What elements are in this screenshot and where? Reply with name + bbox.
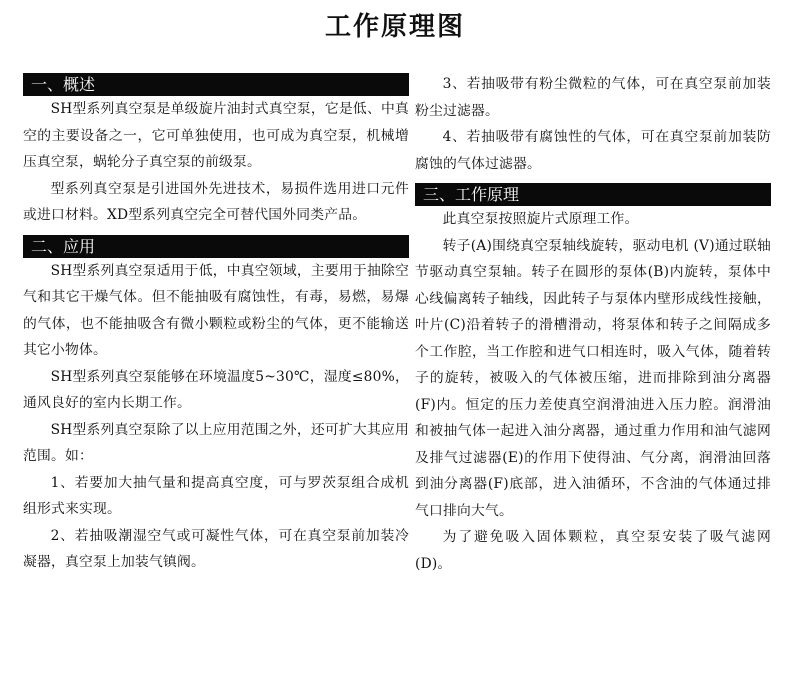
principle-paragraph-1: 此真空泵按照旋片式原理工作。: [442, 211, 639, 227]
right-column: [415, 73, 771, 577]
section-heading-principle: 三、工作原理: [415, 183, 771, 206]
application-item-1: 1、若要加大抽气量和提高真空度，可与罗茨泵组合成机组形式来实现。: [23, 474, 409, 517]
section-heading-overview: 一、概述: [23, 73, 409, 96]
overview-paragraph-2: 型系列真空泵是引进国外先进技术，易损件选用进口元件或进口材料。XD型系列真空完全可替代国外同类产品。: [23, 180, 409, 223]
principle-paragraph-2: 转子(A)围绕真空泵轴线旋转，驱动电机 (V)通过联轴节驱动真空泵轴。转子在圆形的泵体(B)内旋转，泵体中心线偏离转子轴线，因此转子与泵体内壁形成线性接触，叶片(C)沿着转子的滑槽滑动，将泵体和转子之间隔成多个工作腔，当工作腔和进气口相连时，吸入气体，随着转子的旋转，被吸入的气体被压缩，进而排除到油分离器 (F)内。恒定的压力差使真空润滑油进入压力腔。润滑油和被抽气体一起进入油分离器，通过重力作用和油气滤网及排气过滤器(E)的作用下使得油、气分离，润滑油回落到油分离器(F)底部，进入油循环，不含油的气体通过排气口排向大气。: [415, 237, 771, 519]
application-paragraph-2: SH型系列真空泵能够在环境温度5~30℃，湿度≤80%，通风良好的室内长期工作。: [23, 368, 409, 411]
application-paragraph-1: SH型系列真空泵适用于低，中真空领域，主要用于抽除空气和其它干燥气体。但不能抽吸有腐蚀性，有毒，易燃，易爆的气体，也不能抽吸含有微小颗粒或粉尘的气体，更不能输送其它小物体。: [23, 262, 409, 358]
section-heading-application: 二、应用: [23, 235, 409, 258]
application-item-4: 4、若抽吸带有腐蚀性的气体，可在真空泵前加装防腐蚀的气体过滤器。: [415, 129, 771, 172]
principle-paragraph-3: 为了避免吸入固体颗粒，真空泵安装了吸气滤网 (D)。: [415, 529, 771, 572]
application-paragraph-3: SH型系列真空泵除了以上应用范围之外，还可扩大其应用范围。如：: [23, 421, 409, 464]
application-item-2: 2、若抽吸潮湿空气或可凝性气体，可在真空泵前加装冷凝器，真空泵上加装气镇阀。: [23, 527, 409, 570]
application-item-3: 3、若抽吸带有粉尘微粒的气体，可在真空泵前加装粉尘过滤器。: [415, 76, 771, 119]
overview-paragraph-1: SH型系列真空泵是单级旋片油封式真空泵，它是低、中真空的主要设备之一，它可单独使用，也可成为真空泵，机械增压真空泵，蜗轮分子真空泵的前级泵。: [23, 101, 409, 170]
left-column: [23, 73, 409, 576]
page-title: 工作原理图: [324, 12, 465, 42]
